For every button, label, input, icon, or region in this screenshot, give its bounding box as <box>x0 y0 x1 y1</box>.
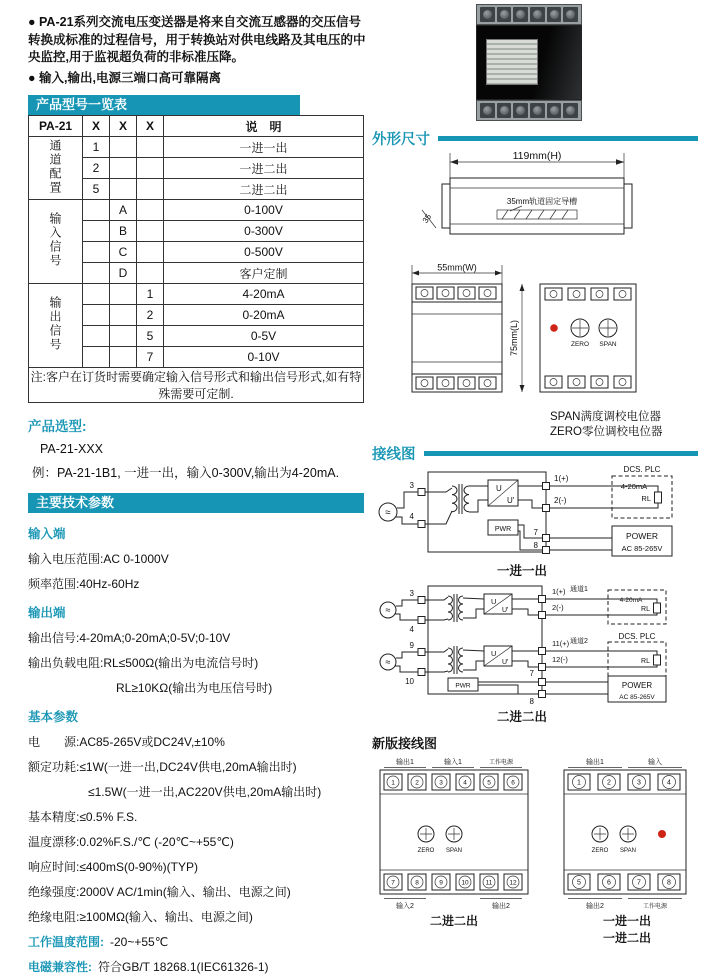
terminal-block-2in2out-drawing <box>374 756 534 912</box>
load-resistor-label: RL <box>641 605 650 613</box>
span-pot-icon <box>446 826 462 842</box>
new-wiring-title: 新版接线图 <box>372 735 438 751</box>
channel-label: 通道2 <box>570 637 588 645</box>
code-cell: B <box>110 221 137 242</box>
terminal-number: 10 <box>461 879 469 887</box>
table-header-row <box>29 116 364 137</box>
load-resistor-label: RL <box>641 493 651 503</box>
terminal-number: 12 <box>509 879 517 887</box>
wiring-caption-1in1out: 一进一出 <box>496 563 547 578</box>
terminal-number: 11 <box>485 879 493 887</box>
code-cell: C <box>110 242 137 263</box>
length-dim-label: 75mm(L) <box>509 319 519 357</box>
dimensions-title: 外形尺寸 <box>372 131 430 148</box>
svg-text:≈: ≈ <box>385 604 391 615</box>
product-photo <box>476 4 582 121</box>
channel-label: 通道1 <box>570 585 588 593</box>
zero-pot-icon <box>592 826 608 842</box>
desc-cell: 二进二出 <box>164 179 364 200</box>
tech-output-heading: 输出端 <box>28 606 66 620</box>
terminals-top <box>568 774 680 790</box>
table-row <box>29 137 364 158</box>
group-label: 输出信号 <box>48 296 62 352</box>
wiring-diagram-2in2out <box>372 582 698 706</box>
width-dimension <box>412 263 502 285</box>
header-rule <box>438 136 698 141</box>
photo-terminals-top <box>476 4 582 25</box>
intro-text <box>28 14 366 87</box>
terminal-number: 7 <box>529 668 534 678</box>
code-cell: A <box>110 200 137 221</box>
desc-cell: 一进一出 <box>164 137 364 158</box>
selection-title: 产品选型: <box>28 419 87 434</box>
empty-cell <box>83 263 110 284</box>
io-label: 输入 <box>648 758 662 766</box>
code-cell: 1 <box>83 137 110 158</box>
terminal-number: 4 <box>409 511 414 521</box>
photo-terminals-bottom <box>476 100 582 121</box>
span-note: SPAN满度调校电位器 <box>550 411 661 423</box>
terminal-number: 7 <box>533 527 538 537</box>
wiring-caption-2in2out: 二进二出 <box>496 709 547 724</box>
empty-cell <box>137 242 164 263</box>
width-dim-label: 55mm(W) <box>437 262 477 273</box>
photo-body <box>476 25 582 100</box>
io-label: 输出2 <box>492 902 510 910</box>
tech-params-title: 主要技术参数 <box>28 493 364 513</box>
desc-cell: 客户定制 <box>164 263 364 284</box>
code-cell: 2 <box>137 305 164 326</box>
signal-label: 4-20mA <box>620 481 648 491</box>
code-cell: 7 <box>137 347 164 368</box>
tech-line: 绝缘电阻:≥100MΩ(输入、输出、电源之间) <box>28 910 253 924</box>
terminal-number: 6 <box>607 879 611 887</box>
tech-line: 绝缘强度:2000V AC/1min(输入、输出、电源之间) <box>28 885 291 899</box>
led-indicator <box>658 830 666 838</box>
transformer-icon <box>425 594 484 622</box>
io-label: 工作电源 <box>642 903 668 910</box>
svg-text:AC 85-265V: AC 85-265V <box>619 693 655 701</box>
pwr-block <box>488 520 518 535</box>
front-side-view-drawing <box>372 262 698 408</box>
ac-source-icon <box>380 654 396 670</box>
io-label: 输出1 <box>586 758 604 766</box>
header-cell-x1: X <box>83 116 110 137</box>
pwr-block <box>448 678 478 691</box>
code-cell: 5 <box>137 326 164 347</box>
terminal-number: 2 <box>415 779 419 787</box>
isolation-amp-icon <box>484 594 512 614</box>
svg-text:POWER: POWER <box>621 680 653 690</box>
power-box <box>612 526 672 556</box>
zero-label: ZERO <box>417 847 435 854</box>
terminal-number: 4 <box>409 624 414 634</box>
model-table-title: 产品型号一览表 <box>28 95 300 115</box>
terminal-block-caption: 一进一出 <box>602 913 651 928</box>
terminal-number: 5 <box>577 879 581 887</box>
wiring-diagram-1in1out <box>372 464 698 560</box>
span-pot-icon <box>599 319 617 337</box>
right-column <box>372 2 698 946</box>
empty-cell <box>110 158 137 179</box>
table-row <box>29 284 364 305</box>
desc-cell: 0-300V <box>164 221 364 242</box>
span-pot-icon <box>620 826 636 842</box>
empty-cell <box>137 200 164 221</box>
top-view-drawing <box>372 148 698 262</box>
terminal-block-1in-drawing <box>552 756 702 912</box>
empty-cell <box>83 305 110 326</box>
temp-range-value: -20~+55℃ <box>110 935 169 949</box>
terminals-bottom <box>384 874 522 890</box>
code-cell: 2 <box>83 158 110 179</box>
load-resistor-label: RL <box>641 657 650 665</box>
empty-cell <box>137 179 164 200</box>
tech-input-heading: 输入端 <box>28 527 66 541</box>
ac-source-icon <box>379 503 397 521</box>
selection-model: PA-21-XXX <box>40 442 103 456</box>
empty-cell <box>83 221 110 242</box>
io-label: 输出2 <box>586 902 604 910</box>
header-cell-x2: X <box>110 116 137 137</box>
transformer-icon <box>425 646 484 674</box>
zero-pot-icon <box>571 319 589 337</box>
group-cell <box>29 137 83 200</box>
terminal-number: 3 <box>637 779 641 787</box>
tech-line: RL≥10KΩ(输出为电压信号时) <box>116 681 273 695</box>
desc-cell: 一进二出 <box>164 158 364 179</box>
terminal-number: 9 <box>409 640 414 650</box>
tech-line: 输出负载电阻:RL≤500Ω(输出为电流信号时) <box>28 656 259 670</box>
dcs-label: DCS. PLC <box>623 464 661 474</box>
svg-text:≈: ≈ <box>385 656 391 667</box>
terminal-number: 9 <box>439 879 443 887</box>
terminal-number: 3 <box>409 480 414 490</box>
svg-text:U': U' <box>507 495 515 505</box>
emc-label: 电磁兼容性: <box>28 960 92 974</box>
desc-cell: 0-500V <box>164 242 364 263</box>
header-cell-x3: X <box>137 116 164 137</box>
svg-text:35: 35 <box>420 212 434 225</box>
tech-line: ≤1.5W(一进一出,AC220V供电,20mA输出时) <box>88 785 322 799</box>
tech-emc-line <box>28 958 366 975</box>
header-rule <box>424 451 699 456</box>
terminal-number: 8 <box>529 696 534 706</box>
intro-bullet-1: ● PA-21系列交流电压变送器是将来自交流互感器的交压信号转换成标准的过程信号，用于转换站对供电线路及其电压的中央监控,用于监视超负荷的非标准压降。 <box>28 15 366 64</box>
desc-cell: 0-100V <box>164 200 364 221</box>
zero-label: ZERO <box>591 847 609 854</box>
desc-cell: 0-20mA <box>164 305 364 326</box>
svg-text:PWR: PWR <box>455 682 471 690</box>
photo-area <box>372 2 698 124</box>
empty-cell <box>83 326 110 347</box>
desc-cell: 4-20mA <box>164 284 364 305</box>
terminal-number: 3 <box>439 779 443 787</box>
led-indicator <box>550 324 558 332</box>
side-panel-view <box>540 284 636 392</box>
height-dimension <box>450 150 624 178</box>
terminal-number: 2 <box>607 779 611 787</box>
photo-label <box>486 39 538 85</box>
zero-pot-icon <box>418 826 434 842</box>
tech-line: 输入电压范围:AC 0-1000V <box>28 552 169 566</box>
empty-cell <box>137 158 164 179</box>
code-cell: D <box>110 263 137 284</box>
table-note: 注:客户在订货时需要确定输入信号形式和输出信号形式,如有特殊需要可定制. <box>29 368 364 403</box>
header-cell-desc: 说 明 <box>164 116 364 137</box>
group-label: 输入信号 <box>48 212 62 268</box>
empty-cell <box>110 305 137 326</box>
svg-text:U': U' <box>502 606 509 614</box>
svg-text:U: U <box>491 648 497 658</box>
pot-notes <box>550 410 698 440</box>
terminals-bottom <box>568 874 680 890</box>
desc-cell: 0-10V <box>164 347 364 368</box>
tech-params <box>28 524 366 975</box>
io-label: 输入1 <box>444 758 462 766</box>
rail-note-label: 35mm轨道固定导槽 <box>506 197 578 206</box>
signal-label: 4-20mA <box>619 596 643 604</box>
empty-cell <box>110 347 137 368</box>
terminal-block-caption: 二进二出 <box>429 913 478 928</box>
empty-cell <box>137 263 164 284</box>
span-label: SPAN <box>599 341 617 348</box>
svg-text:U: U <box>496 483 502 493</box>
terminal-number: 7 <box>391 879 395 887</box>
height-dim-label: 119mm(H) <box>512 150 562 162</box>
tech-line: 电 源:AC85-265V或DC24V,±10% <box>28 735 225 749</box>
terminal-number: 10 <box>405 676 414 686</box>
terminal-number: 8 <box>533 540 538 550</box>
table-note-row <box>29 368 364 403</box>
selection-example: 例：PA-21-1B1, 一进一出，输入0-300V,输出为4-20mA. <box>32 466 340 480</box>
dcs-load-box-2 <box>608 642 666 676</box>
dcs-load-box <box>612 465 672 518</box>
empty-cell <box>83 284 110 305</box>
terminal-block-1in <box>552 756 702 946</box>
empty-cell <box>110 326 137 347</box>
terminal-number: 3 <box>409 588 414 598</box>
dcs-load-box-1 <box>608 590 666 624</box>
svg-text:AC 85-265V: AC 85-265V <box>621 543 663 553</box>
zero-note: ZERO零位调校电位器 <box>550 425 663 438</box>
dcs-label: DCS. PLC <box>618 631 656 641</box>
terminal-number: 2(-) <box>552 602 564 612</box>
tech-line: 额定功耗:≤1W(一进一出,DC24V供电,20mA输出时) <box>28 760 297 774</box>
terminal-number: 8 <box>667 879 671 887</box>
tech-temp-line <box>28 933 366 950</box>
model-table <box>28 115 364 403</box>
emc-value: 符合GB/T 18268.1(IEC61326-1) <box>98 960 269 974</box>
top-view-outline <box>442 178 632 234</box>
terminal-number: 8 <box>415 879 419 887</box>
empty-cell <box>83 200 110 221</box>
group-label: 通道配置 <box>48 138 62 195</box>
terminal-number: 2(-) <box>554 495 567 505</box>
terminal-number: 11(+) <box>552 638 570 648</box>
dimensions-header <box>372 128 698 148</box>
svg-text:U: U <box>491 596 497 606</box>
terminal-number: 1 <box>391 779 395 787</box>
group-cell <box>29 200 83 284</box>
terminal-number: 12(-) <box>552 654 568 664</box>
empty-cell <box>83 347 110 368</box>
terminal-number: 4 <box>463 779 467 787</box>
header-cell-model: PA-21 <box>29 116 83 137</box>
transformer-icon <box>425 484 488 524</box>
zero-label: ZERO <box>570 341 590 348</box>
tech-line: 输出信号:4-20mA;0-20mA;0-5V;0-10V <box>28 631 231 645</box>
svg-text:PWR: PWR <box>494 525 512 533</box>
terminal-number: 4 <box>667 779 671 787</box>
intro-bullet-2: ● 输入,输出,电源三端口高可靠隔离 <box>28 70 221 85</box>
span-label: SPAN <box>446 847 462 854</box>
tech-line: 温度漂移:0.02%F.S./℃ (-20℃~+55℃) <box>28 835 234 849</box>
desc-cell: 0-5V <box>164 326 364 347</box>
svg-text:U': U' <box>502 658 509 666</box>
io-label: 输出1 <box>396 758 414 766</box>
tech-line: 响应时间:≤400mS(0-90%)(TYP) <box>28 860 198 874</box>
table-row <box>29 200 364 221</box>
code-cell: 1 <box>137 284 164 305</box>
io-label: 工作电源 <box>488 759 514 766</box>
front-view <box>412 284 502 392</box>
terminal-number: 6 <box>511 779 515 787</box>
empty-cell <box>137 137 164 158</box>
wiring-title: 接线图 <box>372 447 416 464</box>
empty-cell <box>83 242 110 263</box>
terminal-number: 1 <box>577 779 581 787</box>
empty-cell <box>137 221 164 242</box>
isolation-amp-icon <box>484 646 512 666</box>
tech-basic-heading: 基本参数 <box>28 710 79 724</box>
empty-cell <box>110 137 137 158</box>
terminal-number: 1(+) <box>552 586 566 596</box>
svg-text:≈: ≈ <box>385 507 391 519</box>
empty-cell <box>110 284 137 305</box>
terminal-number: 1(+) <box>554 473 569 483</box>
tech-line: 频率范围:40Hz-60Hz <box>28 577 140 591</box>
code-cell: 5 <box>83 179 110 200</box>
terminal-number: 7 <box>637 879 641 887</box>
terminal-block-2in2out <box>374 756 534 946</box>
terminal-block-caption: 一进二出 <box>602 930 651 945</box>
tech-line: 基本精度:≤0.5% F.S. <box>28 810 138 824</box>
wiring-header <box>372 444 698 464</box>
power-box <box>608 676 666 702</box>
io-label: 输入2 <box>396 902 414 910</box>
ac-source-icon <box>380 602 396 618</box>
left-column <box>28 14 366 975</box>
length-dimension <box>509 284 525 392</box>
group-cell <box>29 284 83 368</box>
temp-range-label: 工作温度范围: <box>28 935 104 949</box>
new-wiring-row <box>372 756 698 946</box>
isolation-amp-icon <box>488 480 518 506</box>
empty-cell <box>110 179 137 200</box>
terminal-number: 5 <box>487 779 491 787</box>
span-label: SPAN <box>620 847 636 854</box>
svg-text:POWER: POWER <box>625 530 659 541</box>
terminals-top <box>384 774 522 790</box>
